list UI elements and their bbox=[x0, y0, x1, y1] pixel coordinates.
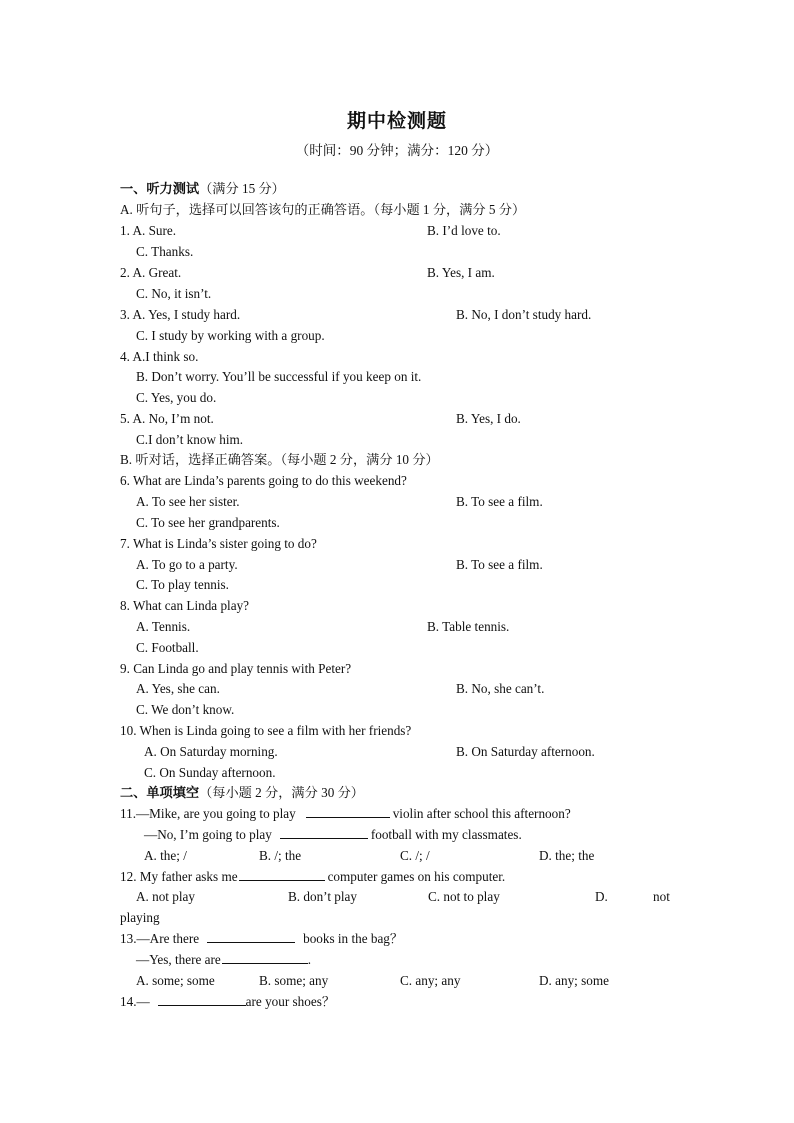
section-heading-listening bbox=[120, 180, 285, 197]
q6-option-b: B. To see a film. bbox=[456, 494, 543, 509]
answer-blank[interactable] bbox=[239, 868, 325, 881]
answer-blank[interactable] bbox=[306, 805, 390, 818]
q13-line2-start: —Yes, there are bbox=[136, 952, 221, 967]
section-a-instruction: A. 听句子，选择可以回答该句的正确答语。（每小题 1 分，满分 5 分） bbox=[120, 202, 526, 217]
section-heading-single-choice bbox=[120, 784, 364, 801]
q3-option-a: 3. A. Yes, I study hard. bbox=[120, 307, 241, 322]
q10-option-b: B. On Saturday afternoon. bbox=[456, 744, 595, 759]
q6-option-a: A. To see her sister. bbox=[136, 494, 240, 509]
answer-blank[interactable] bbox=[222, 951, 308, 964]
q11-line2-end: football with my classmates. bbox=[370, 827, 522, 842]
q12-option-d-wrap: playing bbox=[120, 910, 160, 925]
q5-option-c: C.I don’t know him. bbox=[136, 432, 244, 447]
q11-line1-end: violin after school this afternoon? bbox=[392, 806, 571, 821]
q10-option-c: C. On Sunday afternoon. bbox=[144, 765, 276, 780]
section-heading-text: 一、听力测试 bbox=[120, 181, 200, 196]
q7-option-b: B. To see a film. bbox=[456, 557, 543, 572]
q12-option-d-label: D. bbox=[595, 889, 608, 904]
q2-option-b: B. Yes, I am. bbox=[427, 265, 495, 280]
q9-option-b: B. No, she can’t. bbox=[456, 681, 545, 696]
answer-blank[interactable] bbox=[207, 930, 295, 943]
section-b-instruction: B. 听对话，选择正确答案。（每小题 2 分，满分 10 分） bbox=[120, 452, 439, 467]
q13-line1-end: books in the bag？ bbox=[303, 931, 404, 946]
q8-question: 8. What can Linda play? bbox=[120, 598, 250, 613]
q14-line1 bbox=[120, 993, 335, 1010]
q3-option-b: B. No, I don’t study hard. bbox=[456, 307, 592, 322]
page-title: 期中检测题 bbox=[346, 111, 447, 132]
q13-line2 bbox=[136, 951, 311, 968]
q5-option-b: B. Yes, I do. bbox=[456, 411, 521, 426]
q11-line2-start: —No, I’m going to play bbox=[144, 827, 272, 842]
section-heading-score: （每小题 2 分，满分 30 分） bbox=[199, 785, 364, 800]
q12-line1 bbox=[120, 868, 505, 885]
q3-option-c: C. I study by working with a group. bbox=[136, 328, 325, 343]
q13-option-a: A. some; some bbox=[136, 973, 215, 988]
q4-option-c: C. Yes, you do. bbox=[136, 390, 217, 405]
q13-option-c: C. any; any bbox=[400, 973, 461, 988]
q10-option-a: A. On Saturday morning. bbox=[144, 744, 278, 759]
q11-line1 bbox=[120, 805, 571, 822]
q13-option-d: D. any; some bbox=[539, 973, 609, 988]
q11-option-c: C. /; / bbox=[400, 848, 430, 863]
q1-option-c: C. Thanks. bbox=[136, 244, 194, 259]
q9-option-c: C. We don’t know. bbox=[136, 702, 235, 717]
q8-option-c: C. Football. bbox=[136, 640, 199, 655]
q10-question: 10. When is Linda going to see a film with her friends? bbox=[120, 723, 412, 738]
answer-blank[interactable] bbox=[158, 993, 246, 1006]
q9-question: 9. Can Linda go and play tennis with Peter? bbox=[120, 661, 352, 676]
q13-line1 bbox=[120, 930, 403, 947]
q4-option-a: 4. A.I think so. bbox=[120, 349, 199, 364]
q13-line1-start: 13.—Are there bbox=[120, 931, 200, 946]
section-heading-text: 二、单项填空 bbox=[120, 785, 200, 800]
q2-option-a: 2. A. Great. bbox=[120, 265, 182, 280]
q2-option-c: C. No, it isn’t. bbox=[136, 286, 212, 301]
q11-option-b: B. /; the bbox=[259, 848, 302, 863]
q12-line1-end: computer games on his computer. bbox=[327, 869, 506, 884]
q13-line2-end: . bbox=[307, 952, 312, 967]
q12-option-d-text: not bbox=[653, 889, 670, 904]
q14-line1-end: are your shoes？ bbox=[245, 994, 336, 1009]
q6-question: 6. What are Linda’s parents going to do this weekend? bbox=[120, 473, 407, 488]
section-heading-score: （满分 15 分） bbox=[199, 181, 285, 196]
q11-option-d: D. the; the bbox=[539, 848, 595, 863]
q12-option-b: B. don’t play bbox=[288, 889, 357, 904]
q7-option-c: C. To play tennis. bbox=[136, 577, 229, 592]
q9-option-a: A. Yes, she can. bbox=[136, 681, 220, 696]
q11-line2 bbox=[144, 826, 522, 843]
q6-option-c: C. To see her grandparents. bbox=[136, 515, 280, 530]
q12-line1-start: 12. My father asks me bbox=[120, 869, 238, 884]
q11-option-a: A. the; / bbox=[144, 848, 187, 863]
q8-option-a: A. Tennis. bbox=[136, 619, 191, 634]
q11-line1-start: 11.—Mike, are you going to play bbox=[120, 806, 296, 821]
q4-option-b: B. Don’t worry. You’ll be successful if you keep on it. bbox=[136, 369, 422, 384]
q12-option-c: C. not to play bbox=[428, 889, 500, 904]
q14-line1-start: 14.— bbox=[120, 994, 150, 1009]
answer-blank[interactable] bbox=[280, 826, 368, 839]
q12-option-a: A. not play bbox=[136, 889, 195, 904]
q1-option-a: 1. A. Sure. bbox=[120, 223, 177, 238]
q7-option-a: A. To go to a party. bbox=[136, 557, 238, 572]
q13-option-b: B. some; any bbox=[259, 973, 329, 988]
page-subtitle: （时间：90 分钟；满分：120 分） bbox=[295, 143, 499, 158]
q7-question: 7. What is Linda’s sister going to do? bbox=[120, 536, 317, 551]
q1-option-b: B. I’d love to. bbox=[427, 223, 501, 238]
q5-option-a: 5. A. No, I’m not. bbox=[120, 411, 214, 426]
q8-option-b: B. Table tennis. bbox=[427, 619, 510, 634]
